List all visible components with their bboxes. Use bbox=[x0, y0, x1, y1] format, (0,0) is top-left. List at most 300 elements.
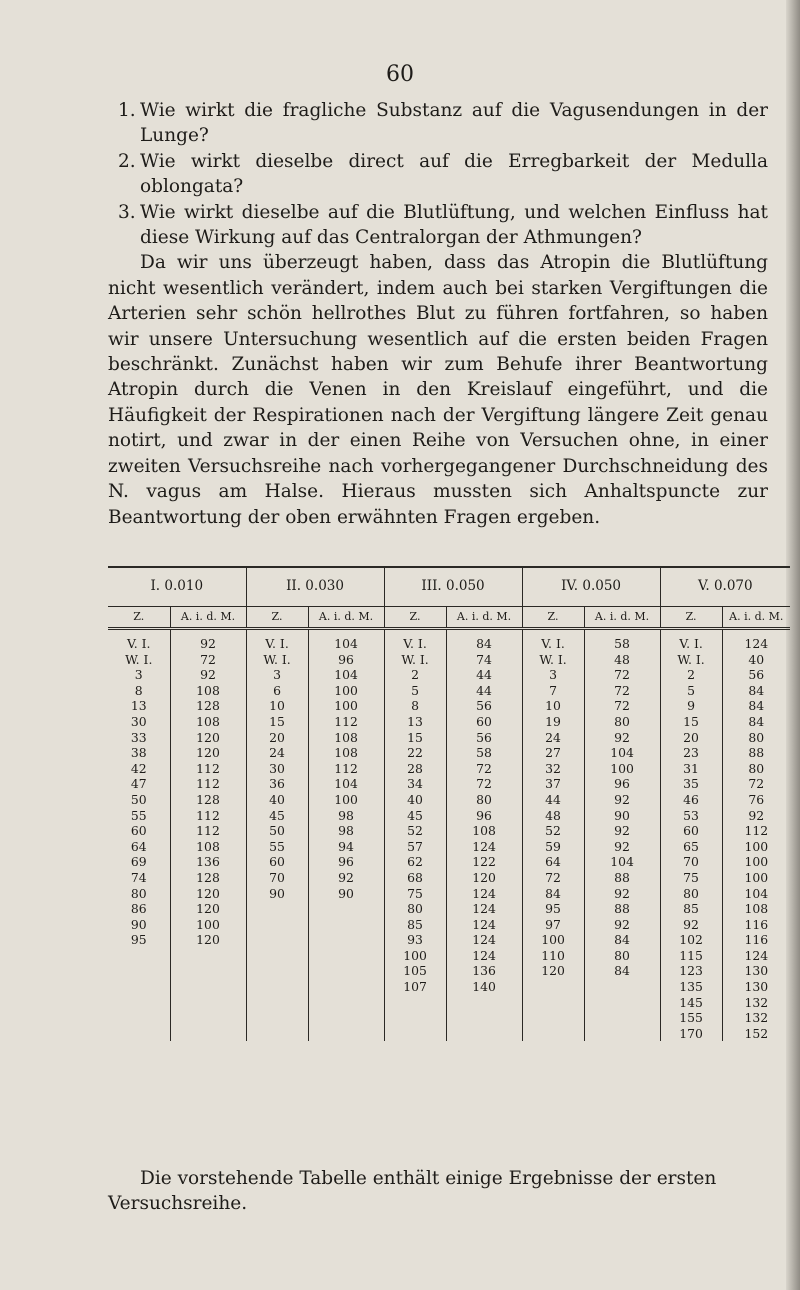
table-row bbox=[108, 776, 790, 792]
time-cell: 97 bbox=[522, 917, 584, 933]
time-cell: 105 bbox=[384, 963, 446, 979]
time-cell: 19 bbox=[522, 714, 584, 730]
resp-count-cell: 122 bbox=[446, 854, 522, 870]
resp-count-cell: 108 bbox=[170, 839, 246, 855]
time-cell: 40 bbox=[246, 792, 308, 808]
resp-count-cell: 92 bbox=[584, 917, 660, 933]
time-cell: 84 bbox=[522, 886, 584, 902]
table-row bbox=[108, 948, 790, 964]
resp-count-cell bbox=[308, 979, 384, 995]
results-table-wrap bbox=[108, 566, 790, 1041]
resp-count-cell: 92 bbox=[170, 629, 246, 652]
a-header: A. i. d. M. bbox=[722, 607, 790, 629]
question-text: Wie wirkt die fragliche Substanz auf die Vagusendungen in der Lunge? bbox=[140, 100, 768, 147]
resp-count-cell: 104 bbox=[308, 667, 384, 683]
time-cell: 36 bbox=[246, 776, 308, 792]
resp-count-cell: 92 bbox=[170, 667, 246, 683]
resp-count-cell: 72 bbox=[446, 761, 522, 777]
resp-count-cell bbox=[308, 1026, 384, 1042]
resp-count-cell: 92 bbox=[308, 870, 384, 886]
time-cell bbox=[522, 1026, 584, 1042]
resp-count-cell: 44 bbox=[446, 667, 522, 683]
time-cell: 9 bbox=[660, 698, 722, 714]
resp-count-cell: 120 bbox=[170, 901, 246, 917]
question-text: Wie wirkt dieselbe auf die Blutlüftung, und welchen Einfluss hat diese Wirkung auf das Centralorgan der Athmungen? bbox=[140, 201, 768, 249]
group-header: II. 0.030 bbox=[246, 567, 384, 607]
time-cell: 38 bbox=[130, 745, 147, 761]
resp-count-cell bbox=[170, 1010, 246, 1026]
time-cell: 5 bbox=[660, 683, 722, 699]
time-cell: 59 bbox=[522, 839, 584, 855]
time-cell: 120 bbox=[522, 963, 584, 979]
time-cell bbox=[384, 995, 446, 1011]
time-cell: 75 bbox=[660, 870, 722, 886]
resp-count-cell: 100 bbox=[722, 854, 790, 870]
resp-count-cell: 104 bbox=[308, 776, 384, 792]
time-cell: W. I. bbox=[125, 651, 153, 667]
resp-count-cell bbox=[308, 901, 384, 917]
time-cell: 15 bbox=[246, 714, 308, 730]
paragraph: Da wir uns überzeugt haben, dass das Atropin die Blutlüftung nicht wesentlich verändert, indem auch bei starken Vergiftungen die Arterien sehr schön hellrothes Blut zu führen fortfahren, so haben wir unsere Untersuchung wesentlich auf die ersten beiden Fragen beschränkt. Zunächst haben wir zum Behufe ihrer Beantwortung Atropin durch die Venen in den Kreislauf eingeführt, und die Häufigkeit der Respirationen nach der Vergiftung längere Zeit genau notirt, und zwar in der einen Reihe von Versuchen ohne, in einer zweiten Versuchsreihe nach vorhergegangener Durchschneidung des N. vagus am Halse. Hieraus mussten sich Anhaltspuncte zur Beantwortung der oben erwähnten Fragen ergeben. bbox=[108, 252, 768, 528]
resp-count-cell: 90 bbox=[584, 808, 660, 824]
question-text: Wie wirkt dieselbe direct auf die Erregbarkeit der Medulla oblongata? bbox=[140, 150, 768, 198]
table-row bbox=[108, 886, 790, 902]
time-cell: 3 bbox=[522, 667, 584, 683]
resp-count-cell: 100 bbox=[308, 698, 384, 714]
resp-count-cell: 84 bbox=[722, 698, 790, 714]
a-header: A. i. d. M. bbox=[170, 607, 246, 629]
time-cell: 100 bbox=[522, 932, 584, 948]
time-cell: 107 bbox=[384, 979, 446, 995]
table-row bbox=[108, 745, 790, 761]
table-row bbox=[108, 823, 790, 839]
time-cell: 10 bbox=[522, 698, 584, 714]
time-cell: 55 bbox=[130, 807, 147, 823]
time-cell bbox=[246, 901, 308, 917]
time-cell bbox=[108, 995, 170, 1011]
time-cell: 115 bbox=[660, 948, 722, 964]
time-cell: 110 bbox=[522, 948, 584, 964]
resp-count-cell: 72 bbox=[584, 698, 660, 714]
time-cell: 3 bbox=[134, 667, 143, 683]
closing-paragraph: Die vorstehende Tabelle enthält einige Ergebnisse der ersten Versuchsreihe. bbox=[108, 1168, 717, 1215]
resp-count-cell: 108 bbox=[722, 901, 790, 917]
resp-count-cell: 48 bbox=[584, 652, 660, 668]
resp-count-cell: 40 bbox=[722, 652, 790, 668]
resp-count-cell: 72 bbox=[584, 667, 660, 683]
time-cell: 46 bbox=[660, 792, 722, 808]
time-cell: 28 bbox=[384, 761, 446, 777]
resp-count-cell: 92 bbox=[584, 730, 660, 746]
time-cell: 24 bbox=[522, 730, 584, 746]
table-row bbox=[108, 839, 790, 855]
time-cell: 35 bbox=[660, 776, 722, 792]
z-header: Z. bbox=[522, 607, 584, 629]
resp-count-cell: 120 bbox=[170, 745, 246, 761]
resp-count-cell bbox=[584, 995, 660, 1011]
resp-count-cell: 92 bbox=[584, 792, 660, 808]
time-cell bbox=[384, 1026, 446, 1042]
resp-count-cell: 112 bbox=[722, 823, 790, 839]
table-row bbox=[108, 629, 790, 652]
question-1 bbox=[108, 98, 768, 149]
resp-count-cell: 128 bbox=[170, 792, 246, 808]
resp-count-cell: 128 bbox=[170, 698, 246, 714]
question-number: 1. bbox=[118, 100, 136, 121]
time-cell: 85 bbox=[660, 901, 722, 917]
resp-count-cell bbox=[446, 1026, 522, 1042]
time-cell: 42 bbox=[130, 760, 147, 776]
time-cell: V. I. bbox=[384, 629, 446, 652]
resp-count-cell: 112 bbox=[170, 823, 246, 839]
time-cell: 60 bbox=[246, 854, 308, 870]
table-row bbox=[108, 1010, 790, 1026]
table-row bbox=[108, 761, 790, 777]
time-cell: 72 bbox=[522, 870, 584, 886]
time-cell: 60 bbox=[130, 823, 147, 839]
resp-count-cell bbox=[170, 979, 246, 995]
resp-count-cell: 58 bbox=[446, 745, 522, 761]
question-number: 3. bbox=[118, 201, 136, 223]
resp-count-cell: 80 bbox=[722, 730, 790, 746]
time-cell: 8 bbox=[384, 698, 446, 714]
resp-count-cell: 90 bbox=[308, 886, 384, 902]
time-cell: 33 bbox=[130, 729, 147, 745]
time-cell: 50 bbox=[130, 791, 147, 807]
table-row bbox=[108, 667, 790, 683]
time-cell: 95 bbox=[130, 932, 147, 948]
time-cell: 53 bbox=[660, 808, 722, 824]
resp-count-cell bbox=[584, 1010, 660, 1026]
time-cell: 8 bbox=[134, 682, 143, 698]
resp-count-cell: 58 bbox=[584, 629, 660, 652]
time-cell bbox=[246, 963, 308, 979]
resp-count-cell: 72 bbox=[584, 683, 660, 699]
resp-count-cell: 130 bbox=[722, 979, 790, 995]
resp-count-cell: 72 bbox=[170, 652, 246, 668]
resp-count-cell: 92 bbox=[584, 823, 660, 839]
time-cell bbox=[108, 1010, 170, 1026]
table-row bbox=[108, 995, 790, 1011]
table-row bbox=[108, 808, 790, 824]
resp-count-cell: 100 bbox=[308, 792, 384, 808]
time-cell: 70 bbox=[660, 854, 722, 870]
group-header: III. 0.050 bbox=[384, 567, 522, 607]
time-cell: 90 bbox=[130, 916, 147, 932]
table-row bbox=[108, 730, 790, 746]
time-cell bbox=[246, 979, 308, 995]
time-cell: 57 bbox=[384, 839, 446, 855]
resp-count-cell: 80 bbox=[446, 792, 522, 808]
time-cell: 102 bbox=[660, 932, 722, 948]
resp-count-cell bbox=[170, 948, 246, 964]
resp-count-cell: 100 bbox=[722, 870, 790, 886]
time-cell: 22 bbox=[384, 745, 446, 761]
resp-count-cell bbox=[308, 963, 384, 979]
table-row bbox=[108, 854, 790, 870]
time-cell: 123 bbox=[660, 963, 722, 979]
time-cell: 92 bbox=[660, 917, 722, 933]
resp-count-cell: 88 bbox=[584, 870, 660, 886]
time-cell: 64 bbox=[522, 854, 584, 870]
table-row bbox=[108, 963, 790, 979]
resp-count-cell: 104 bbox=[722, 886, 790, 902]
time-cell bbox=[246, 1026, 308, 1042]
resp-count-cell bbox=[308, 932, 384, 948]
time-cell: 30 bbox=[246, 761, 308, 777]
resp-count-cell bbox=[584, 979, 660, 995]
resp-count-cell: 104 bbox=[584, 745, 660, 761]
time-cell: 60 bbox=[660, 823, 722, 839]
resp-count-cell: 108 bbox=[170, 683, 246, 699]
time-cell: 24 bbox=[246, 745, 308, 761]
time-cell: 69 bbox=[130, 854, 147, 870]
table-row bbox=[108, 683, 790, 699]
results-table bbox=[108, 566, 790, 1041]
time-cell: 32 bbox=[522, 761, 584, 777]
resp-count-cell: 108 bbox=[170, 714, 246, 730]
table-row bbox=[108, 792, 790, 808]
resp-count-cell: 112 bbox=[170, 761, 246, 777]
time-cell: 80 bbox=[384, 901, 446, 917]
resp-count-cell: 56 bbox=[446, 730, 522, 746]
time-cell: 80 bbox=[130, 885, 147, 901]
resp-count-cell: 104 bbox=[308, 629, 384, 652]
resp-count-cell: 72 bbox=[446, 776, 522, 792]
resp-count-cell: 108 bbox=[308, 730, 384, 746]
time-cell: 13 bbox=[130, 698, 147, 714]
time-cell bbox=[108, 963, 170, 979]
time-cell: 23 bbox=[660, 745, 722, 761]
resp-count-cell: 116 bbox=[722, 917, 790, 933]
time-cell bbox=[246, 1010, 308, 1026]
resp-count-cell: 92 bbox=[584, 886, 660, 902]
group-header: I. 0.010 bbox=[108, 567, 246, 607]
resp-count-cell: 104 bbox=[584, 854, 660, 870]
resp-count-cell: 100 bbox=[170, 917, 246, 933]
resp-count-cell: 98 bbox=[308, 823, 384, 839]
resp-count-cell: 112 bbox=[308, 761, 384, 777]
time-cell: 64 bbox=[130, 838, 147, 854]
resp-count-cell: 140 bbox=[446, 979, 522, 995]
time-cell: 95 bbox=[522, 901, 584, 917]
time-cell: 45 bbox=[246, 808, 308, 824]
time-cell: 44 bbox=[522, 792, 584, 808]
resp-count-cell: 124 bbox=[446, 901, 522, 917]
a-header: A. i. d. M. bbox=[446, 607, 522, 629]
table-row bbox=[108, 979, 790, 995]
resp-count-cell: 56 bbox=[446, 698, 522, 714]
resp-count-cell: 80 bbox=[722, 761, 790, 777]
time-cell: 37 bbox=[522, 776, 584, 792]
resp-count-cell: 124 bbox=[446, 948, 522, 964]
time-cell: 80 bbox=[660, 886, 722, 902]
resp-count-cell: 96 bbox=[308, 854, 384, 870]
resp-count-cell: 44 bbox=[446, 683, 522, 699]
resp-count-cell: 92 bbox=[722, 808, 790, 824]
time-cell: 75 bbox=[384, 886, 446, 902]
question-number: 2. bbox=[118, 150, 136, 172]
time-cell: W. I. bbox=[246, 652, 308, 668]
time-cell: 2 bbox=[384, 667, 446, 683]
time-cell: 15 bbox=[384, 730, 446, 746]
resp-count-cell: 132 bbox=[722, 1010, 790, 1026]
resp-count-cell: 56 bbox=[722, 667, 790, 683]
resp-count-cell bbox=[308, 1010, 384, 1026]
group-header: V. 0.070 bbox=[660, 567, 790, 607]
page-number: 60 bbox=[386, 62, 414, 87]
time-cell: 68 bbox=[384, 870, 446, 886]
resp-count-cell: 124 bbox=[722, 629, 790, 652]
time-cell: 55 bbox=[246, 839, 308, 855]
z-header: Z. bbox=[246, 607, 308, 629]
resp-count-cell: 96 bbox=[446, 808, 522, 824]
resp-count-cell: 124 bbox=[446, 839, 522, 855]
time-cell: 70 bbox=[246, 870, 308, 886]
time-cell: 6 bbox=[246, 683, 308, 699]
a-header: A. i. d. M. bbox=[584, 607, 660, 629]
group-header: IV. 0.050 bbox=[522, 567, 660, 607]
resp-count-cell bbox=[308, 948, 384, 964]
time-cell: 20 bbox=[660, 730, 722, 746]
resp-count-cell: 100 bbox=[584, 761, 660, 777]
resp-count-cell bbox=[446, 1010, 522, 1026]
z-header: Z. bbox=[384, 607, 446, 629]
resp-count-cell: 108 bbox=[446, 823, 522, 839]
resp-count-cell: 84 bbox=[722, 714, 790, 730]
time-cell: V. I. bbox=[127, 636, 151, 651]
resp-count-cell: 124 bbox=[446, 917, 522, 933]
resp-count-cell: 120 bbox=[446, 870, 522, 886]
time-cell: 31 bbox=[660, 761, 722, 777]
time-cell: V. I. bbox=[522, 629, 584, 652]
resp-count-cell bbox=[170, 1026, 246, 1042]
time-cell: 90 bbox=[246, 886, 308, 902]
z-header: Z. bbox=[660, 607, 722, 629]
time-cell: 85 bbox=[384, 917, 446, 933]
resp-count-cell: 98 bbox=[308, 808, 384, 824]
time-cell bbox=[108, 979, 170, 995]
time-cell bbox=[108, 1026, 170, 1042]
resp-count-cell: 88 bbox=[722, 745, 790, 761]
time-cell: 3 bbox=[246, 667, 308, 683]
time-cell: W. I. bbox=[384, 652, 446, 668]
resp-count-cell: 84 bbox=[446, 629, 522, 652]
resp-count-cell: 92 bbox=[584, 839, 660, 855]
time-cell bbox=[108, 948, 170, 964]
resp-count-cell bbox=[446, 995, 522, 1011]
time-cell: 48 bbox=[522, 808, 584, 824]
table-row bbox=[108, 932, 790, 948]
resp-count-cell: 88 bbox=[584, 901, 660, 917]
time-cell bbox=[522, 979, 584, 995]
resp-count-cell: 132 bbox=[722, 995, 790, 1011]
resp-count-cell: 136 bbox=[170, 854, 246, 870]
time-cell: 52 bbox=[522, 823, 584, 839]
table-row bbox=[108, 698, 790, 714]
body-text bbox=[108, 98, 768, 530]
resp-count-cell: 96 bbox=[584, 776, 660, 792]
table-row bbox=[108, 901, 790, 917]
time-cell: 93 bbox=[384, 932, 446, 948]
table-row bbox=[108, 1026, 790, 1042]
resp-count-cell: 96 bbox=[308, 652, 384, 668]
time-cell: W. I. bbox=[660, 652, 722, 668]
resp-count-cell: 128 bbox=[170, 870, 246, 886]
resp-count-cell: 94 bbox=[308, 839, 384, 855]
time-cell: 100 bbox=[384, 948, 446, 964]
time-cell: 65 bbox=[660, 839, 722, 855]
time-cell: 74 bbox=[130, 869, 147, 885]
resp-count-cell: 112 bbox=[170, 776, 246, 792]
question-2 bbox=[108, 149, 768, 200]
resp-count-cell bbox=[170, 995, 246, 1011]
resp-count-cell: 84 bbox=[584, 963, 660, 979]
time-cell: 40 bbox=[384, 792, 446, 808]
time-cell: 62 bbox=[384, 854, 446, 870]
time-cell: 50 bbox=[246, 823, 308, 839]
table-row bbox=[108, 917, 790, 933]
resp-count-cell: 84 bbox=[584, 932, 660, 948]
time-cell: W. I. bbox=[522, 652, 584, 668]
table-row bbox=[108, 870, 790, 886]
resp-count-cell: 100 bbox=[722, 839, 790, 855]
time-cell bbox=[522, 995, 584, 1011]
time-cell: 10 bbox=[246, 698, 308, 714]
resp-count-cell: 112 bbox=[170, 808, 246, 824]
time-cell bbox=[246, 948, 308, 964]
resp-count-cell bbox=[584, 1026, 660, 1042]
table-row bbox=[108, 714, 790, 730]
resp-count-cell bbox=[308, 917, 384, 933]
time-cell: 15 bbox=[660, 714, 722, 730]
time-cell: 52 bbox=[384, 823, 446, 839]
time-cell: 27 bbox=[522, 745, 584, 761]
time-cell: 86 bbox=[130, 901, 147, 917]
time-cell: 145 bbox=[660, 995, 722, 1011]
z-header: Z. bbox=[108, 607, 170, 629]
table-body bbox=[108, 629, 790, 1042]
resp-count-cell: 120 bbox=[170, 730, 246, 746]
resp-count-cell: 130 bbox=[722, 963, 790, 979]
resp-count-cell bbox=[308, 995, 384, 1011]
time-cell: 45 bbox=[384, 808, 446, 824]
time-cell: 2 bbox=[660, 667, 722, 683]
resp-count-cell: 80 bbox=[584, 714, 660, 730]
time-cell: 135 bbox=[660, 979, 722, 995]
resp-count-cell: 60 bbox=[446, 714, 522, 730]
time-cell: V. I. bbox=[246, 629, 308, 652]
resp-count-cell: 108 bbox=[308, 745, 384, 761]
resp-count-cell: 120 bbox=[170, 886, 246, 902]
resp-count-cell: 120 bbox=[170, 932, 246, 948]
time-cell bbox=[246, 995, 308, 1011]
time-cell bbox=[522, 1010, 584, 1026]
time-cell: 170 bbox=[660, 1026, 722, 1042]
resp-count-cell: 124 bbox=[722, 948, 790, 964]
resp-count-cell: 72 bbox=[722, 776, 790, 792]
time-cell: 155 bbox=[660, 1010, 722, 1026]
resp-count-cell: 76 bbox=[722, 792, 790, 808]
resp-count-cell: 84 bbox=[722, 683, 790, 699]
resp-count-cell: 136 bbox=[446, 963, 522, 979]
resp-count-cell bbox=[170, 963, 246, 979]
time-cell bbox=[246, 917, 308, 933]
time-cell: 20 bbox=[246, 730, 308, 746]
resp-count-cell: 152 bbox=[722, 1026, 790, 1042]
resp-count-cell: 116 bbox=[722, 932, 790, 948]
time-cell: 13 bbox=[384, 714, 446, 730]
